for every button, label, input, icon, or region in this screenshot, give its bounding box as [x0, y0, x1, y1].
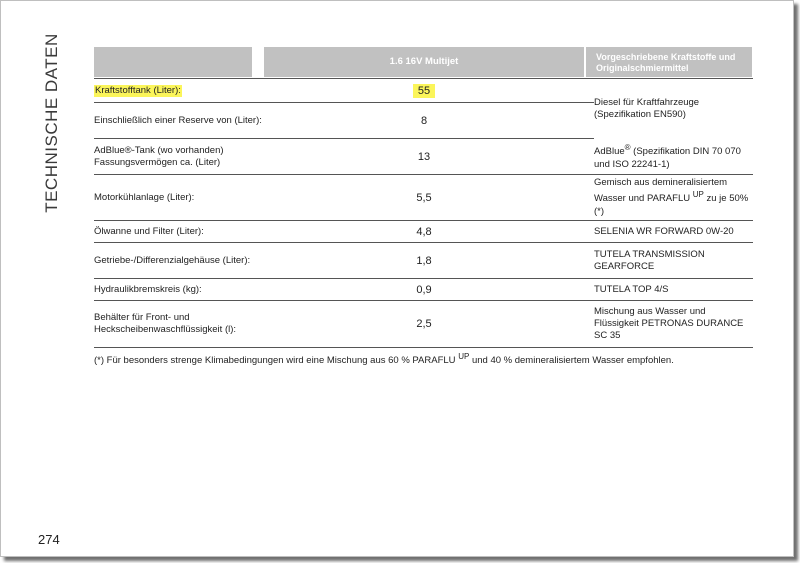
row-value: 1,8: [416, 254, 432, 267]
highlighted-label: Kraftstofftank (Liter):: [95, 84, 181, 96]
header-fluids: [586, 47, 752, 77]
header-cell-empty: [94, 47, 252, 77]
row-fluid: SELENIA WR FORWARD 0W-20: [594, 225, 734, 237]
table-row: [94, 279, 753, 301]
row-label: Hydraulikbremskreis (kg):: [94, 283, 202, 295]
fluid-sup: ®: [624, 143, 631, 153]
fluid-text: (Spezifikation DIN 70 070 und ISO 22241-1): [594, 146, 741, 170]
capacity-table: [94, 78, 753, 348]
row-label: [94, 79, 309, 102]
row-value: 2,5: [416, 318, 432, 330]
row-fluid: [594, 139, 753, 174]
fluid-fuel: Diesel für Kraftfahrzeuge (Spezifikation EN590): [594, 79, 753, 139]
fluid-text: AdBlue: [594, 146, 625, 158]
row-value: 4,8: [416, 225, 432, 238]
highlighted-value: 55: [413, 84, 435, 98]
table-row: [94, 243, 753, 279]
header-fluids-line1: Vorgeschriebene Kraftstoffe und: [596, 52, 736, 62]
table-row: [94, 175, 753, 221]
row-label: [94, 139, 309, 174]
row-label-line2: Fassungsvermögen ca. (Liter): [94, 156, 221, 168]
row-value: [309, 79, 539, 102]
header-engine: 1.6 16V Multijet: [264, 47, 584, 77]
fluid-text: Gemisch aus demineralisiertem Wasser und PARAFLU: [594, 177, 728, 205]
row-label: Getriebe-/Differenzialgehäuse (Liter):: [94, 254, 251, 266]
fluid-text: zu je 50% (*): [594, 193, 749, 217]
row-fluid: TUTELA TOP 4/S: [594, 283, 669, 295]
section-title: TECHNISCHE DATEN: [42, 33, 61, 213]
table-row-group-fuel: [94, 79, 753, 139]
table-row: [94, 301, 753, 348]
row-label-line1: AdBlue®-Tank (wo vorhanden): [94, 144, 224, 156]
row-fluid: TUTELA TRANSMISSION GEARFORCE: [594, 248, 705, 272]
row-value: 0,9: [416, 283, 432, 296]
row-label: Einschließlich einer Reserve von (Liter):: [94, 114, 262, 126]
table-row: [94, 221, 753, 243]
row-value: 5,5: [416, 191, 432, 204]
header-fluids-line2: Originalschmiermittel: [596, 63, 689, 73]
row-label: Behälter für Front- und Heckscheibenwaschflüssigkeit (l):: [94, 312, 237, 335]
row-fluid: Mischung aus Wasser und Flüssigkeit PETRONAS DURANCE SC 35: [594, 306, 744, 341]
footnote-sup: UP: [458, 352, 470, 361]
footnote-text: und 40 % demineralisiertem Wasser empfohlen.: [469, 355, 674, 367]
row-label: Ölwanne und Filter (Liter):: [94, 225, 204, 237]
footnote-text: (*) Für besonders strenge Klimabedingungen wird eine Mischung aus 60 % PARAFLU: [94, 355, 459, 367]
fluid-sup: UP: [692, 190, 704, 200]
row-fluid: [594, 175, 753, 220]
footnote: [94, 352, 754, 366]
row-value: 13: [417, 150, 431, 163]
row-value: 8: [420, 114, 428, 127]
page-number: 274: [38, 532, 60, 547]
row-label: Motorkühlanlage (Liter):: [94, 191, 195, 203]
table-row: [94, 139, 753, 175]
